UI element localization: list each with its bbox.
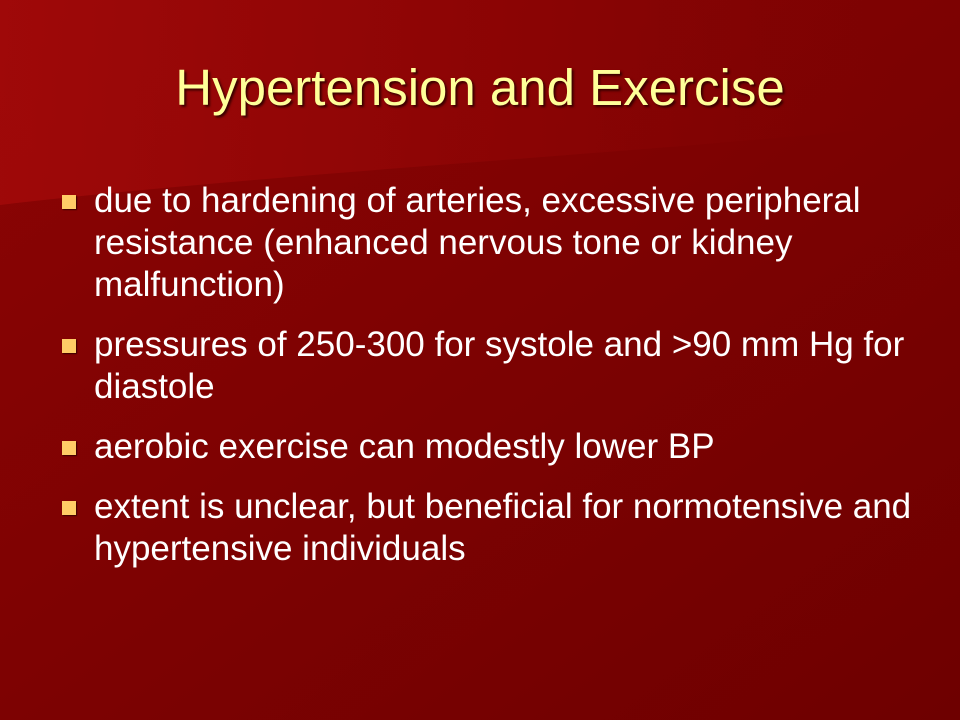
bullet-text: due to hardening of arteries, excessive peripheral resistance (enhanced nervous tone or kidney malfunction) [94, 181, 861, 304]
bullet-item [60, 426, 920, 468]
bullet-list [60, 180, 920, 588]
square-bullet-icon [62, 441, 76, 455]
square-bullet-icon [62, 339, 76, 353]
bullet-text: aerobic exercise can modestly lower BP [94, 427, 715, 466]
bullet-text: extent is unclear, but beneficial for normotensive and hypertensive individuals [94, 487, 912, 568]
slide-title: Hypertension and Exercise [175, 59, 785, 116]
square-bullet-icon [62, 501, 76, 515]
bullet-item [60, 180, 920, 306]
bullet-item [60, 324, 920, 408]
square-bullet-icon [62, 195, 76, 209]
bullet-text: pressures of 250-300 for systole and >90 mm Hg for diastole [94, 325, 905, 406]
bullet-item [60, 486, 920, 570]
